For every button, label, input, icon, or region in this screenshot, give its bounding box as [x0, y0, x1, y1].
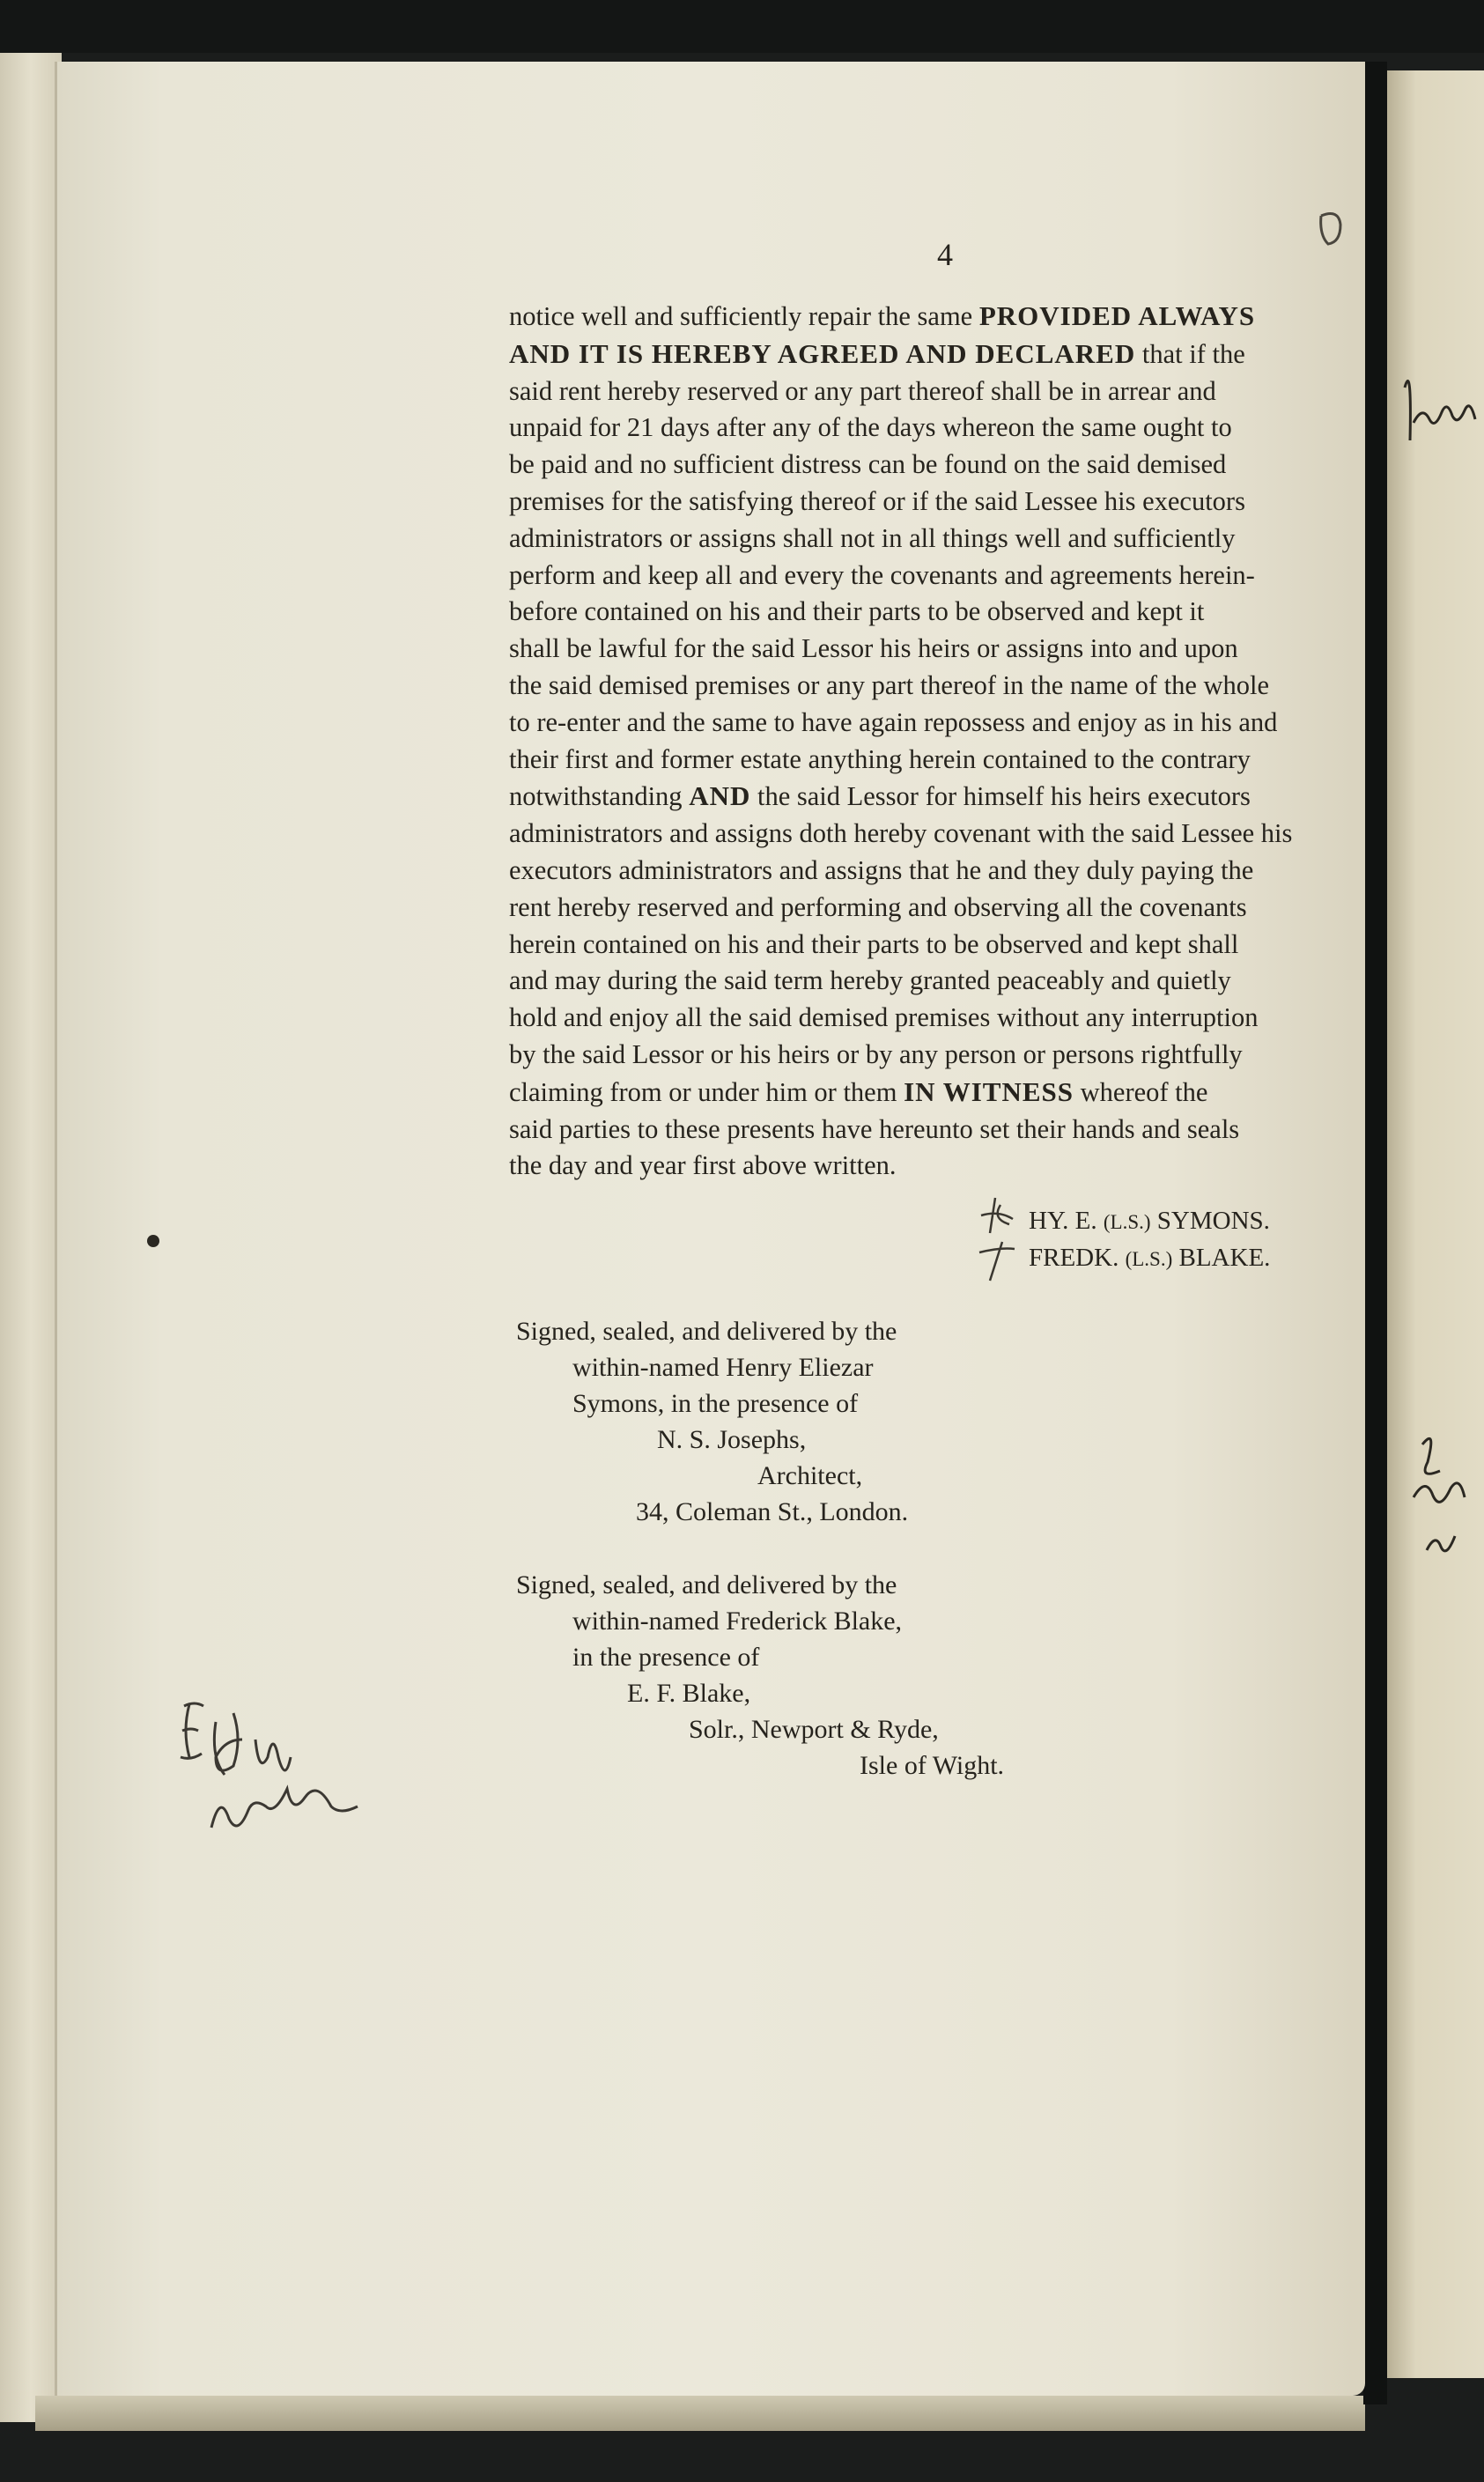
- attestation-2-address: Isle of Wight.: [860, 1751, 1005, 1780]
- attestation-1-address: 34, Coleman St., London.: [636, 1497, 909, 1526]
- body-line: executors administrators and assigns that he and they duly paying the: [509, 854, 1254, 885]
- body-line: claiming from or under him or them IN WITNESS whereof the: [509, 1075, 1208, 1107]
- signature-blake: FREDK. (L.S.) BLAKE.: [1029, 1244, 1271, 1272]
- body-line: by the said Lessor or his heirs or by any person or persons rightfully: [509, 1038, 1243, 1069]
- body-line: perform and keep all and every the covenants and agreements herein-: [509, 559, 1255, 590]
- attestation-2-line2: within-named Frederick Blake,: [572, 1607, 903, 1636]
- attestation-2-witness: E. F. Blake,: [627, 1679, 751, 1708]
- attestation-1-title: Architect,: [757, 1461, 863, 1490]
- covenant-body-text: [509, 298, 1355, 1185]
- corner-ink-mark: [1312, 207, 1347, 251]
- page-number: 4: [937, 237, 953, 272]
- attestation-1-line2: within-named Henry Eliezar: [572, 1353, 874, 1382]
- body-line: hold and enjoy all the said demised premises without any interruption: [509, 1002, 1259, 1033]
- attestation-2-title: Solr., Newport & Ryde,: [689, 1715, 939, 1744]
- ink-blot: [141, 1229, 167, 1255]
- body-line: premises for the satisfying thereof or if the said Lessee his executors: [509, 485, 1245, 516]
- body-line: the said demised premises or any part thereof in the name of the whole: [509, 669, 1270, 700]
- body-line: said parties to these presents have hereunto set their hands and seals: [509, 1113, 1240, 1144]
- body-line: AND IT IS HEREBY AGREED AND DECLARED that if the: [509, 337, 1245, 369]
- body-line: notice well and sufficiently repair the same PROVIDED ALWAYS: [509, 300, 1256, 331]
- page-stack-bottom: [35, 2396, 1365, 2431]
- page-gutter-shadow: [1363, 62, 1387, 2404]
- book-spine-edge: [0, 53, 62, 2422]
- body-line: unpaid for 21 days after any of the days whereon the same ought to: [509, 412, 1232, 443]
- body-line: rent hereby reserved and performing and observing all the covenants: [509, 891, 1247, 922]
- body-line: be paid and no sufficient distress can be found on the said demised: [509, 449, 1227, 480]
- attestation-1-line1: Signed, sealed, and delivered by the: [516, 1317, 897, 1346]
- body-line: their first and former estate anything herein contained to the contrary: [509, 743, 1251, 774]
- body-line: herein contained on his and their parts to be observed and kept shall: [509, 928, 1239, 959]
- body-line: to re-enter and the same to have again repossess and enjoy as in his and: [509, 706, 1278, 737]
- attestation-1-line3: Symons, in the presence of: [572, 1389, 859, 1418]
- signature-marks-handwritten: [969, 1189, 1030, 1286]
- signature-symons: HY. E. (L.S.) SYMONS.: [1029, 1207, 1270, 1235]
- body-line: and may during the said term hereby granted peaceably and quietly: [509, 965, 1231, 996]
- margin-handwritten-note: [172, 1687, 374, 1863]
- body-line: said rent hereby reserved or any part thereof shall be in arrear and: [509, 375, 1216, 406]
- attestation-2-line3: in the presence of: [572, 1643, 760, 1672]
- body-line: before contained on his and their parts to be observed and kept it: [509, 596, 1205, 627]
- body-line: administrators and assigns doth hereby covenant with the said Lessee his: [509, 818, 1293, 849]
- adjacent-page-handwriting: [1387, 70, 1484, 2378]
- attestation-1-witness: N. S. Josephs,: [657, 1425, 807, 1454]
- body-line: administrators or assigns shall not in all things well and sufficiently: [509, 522, 1236, 553]
- adjacent-page-leaf: [1387, 70, 1484, 2378]
- scan-background-top: [0, 0, 1484, 53]
- body-line: shall be lawful for the said Lessor his heirs or assigns into and upon: [509, 633, 1238, 664]
- attestation-2-line1: Signed, sealed, and delivered by the: [516, 1570, 897, 1599]
- body-line: notwithstanding AND the said Lessor for himself his heirs executors: [509, 780, 1251, 812]
- body-line: the day and year first above written.: [509, 1150, 897, 1181]
